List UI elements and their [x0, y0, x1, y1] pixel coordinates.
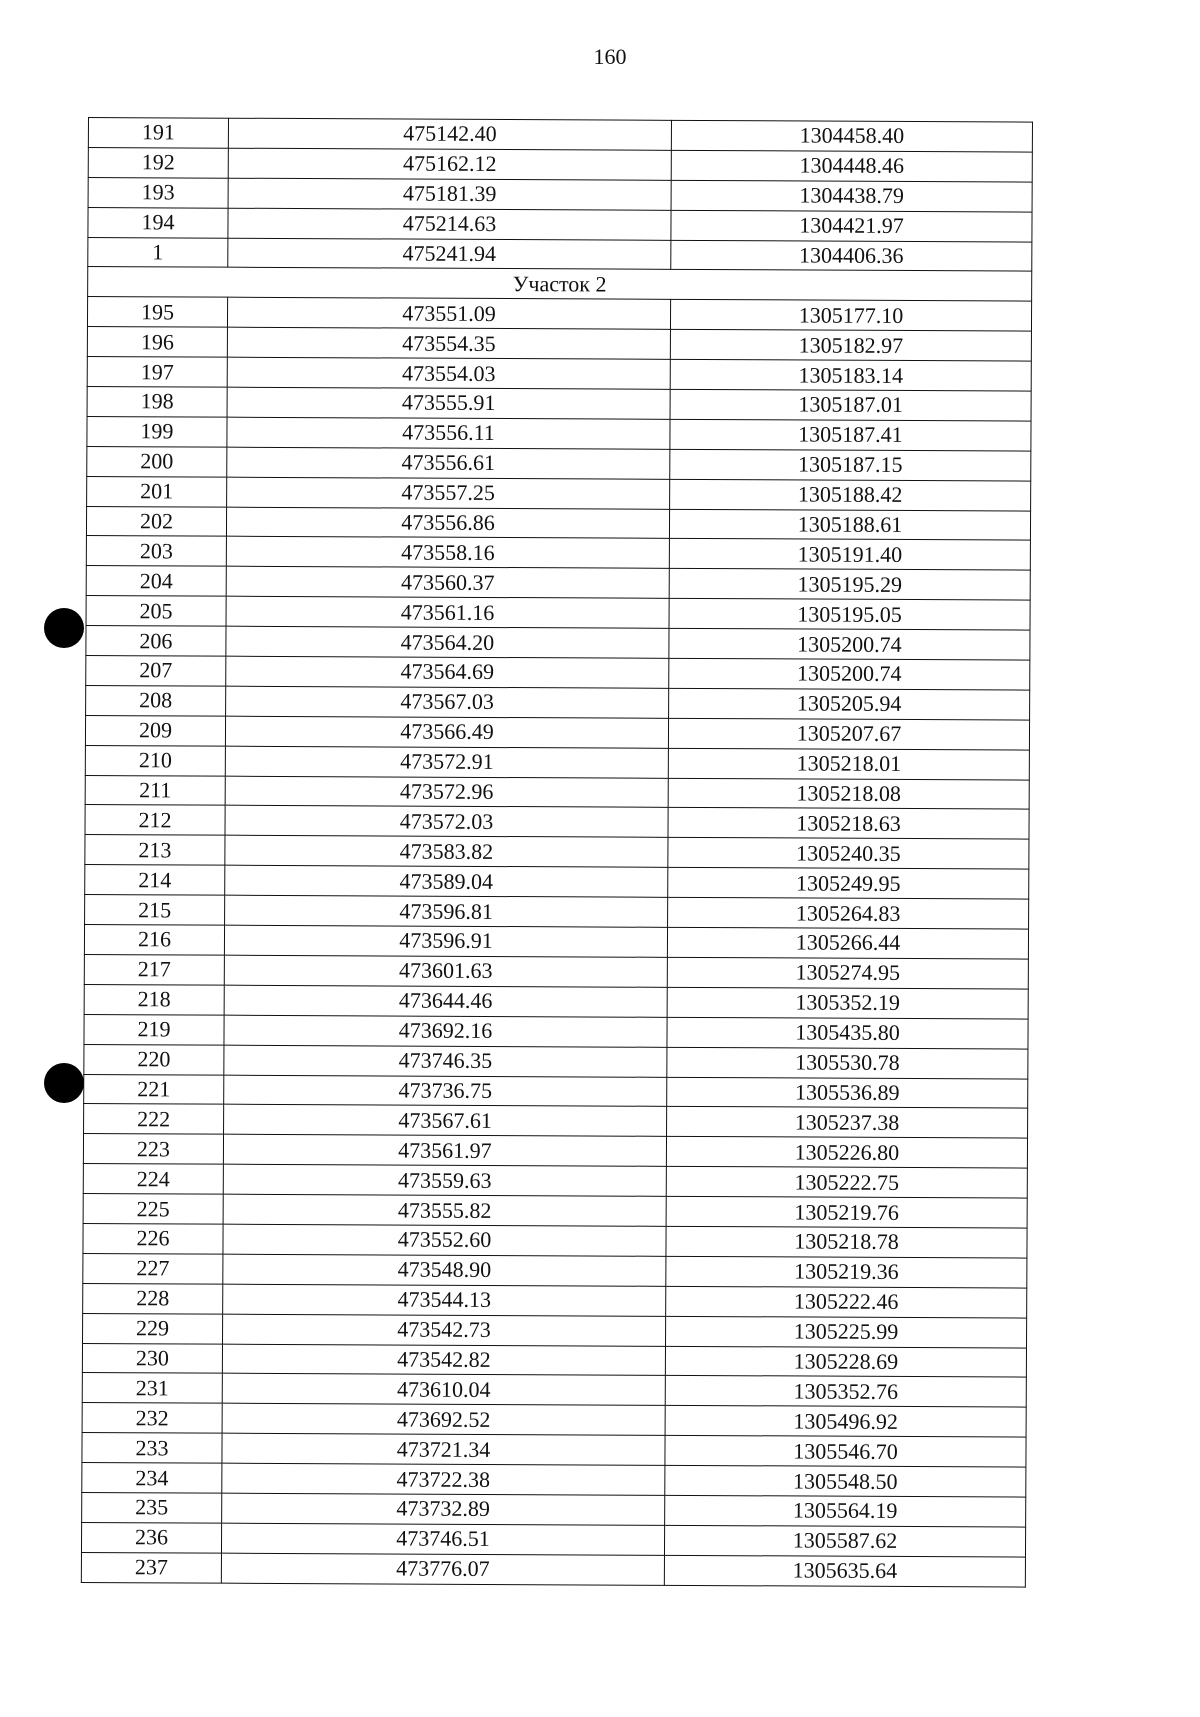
table-row [83, 1134, 1027, 1169]
x-coordinate-cell: 473552.60 [223, 1224, 666, 1256]
y-coordinate-cell: 1305191.40 [669, 539, 1030, 571]
point-number-cell: 229 [83, 1313, 223, 1344]
point-number-cell: 196 [87, 327, 227, 358]
table-row [83, 1164, 1027, 1199]
punch-hole-mark [44, 608, 84, 648]
point-number-cell: 215 [85, 895, 225, 926]
table-row [88, 147, 1032, 182]
x-coordinate-cell: 473564.20 [226, 626, 669, 658]
table-row [87, 297, 1031, 332]
x-coordinate-cell: 473564.69 [226, 656, 669, 688]
y-coordinate-cell: 1305187.01 [670, 389, 1031, 421]
x-coordinate-cell: 473722.38 [222, 1463, 665, 1495]
point-number-cell: 202 [86, 506, 226, 537]
table-row [88, 177, 1032, 212]
table-row [88, 207, 1032, 242]
table-row [85, 745, 1029, 780]
x-coordinate-cell: 473555.82 [223, 1194, 666, 1226]
x-coordinate-cell: 473561.97 [223, 1134, 666, 1166]
x-coordinate-cell: 475142.40 [228, 118, 671, 150]
point-number-cell: 200 [87, 446, 227, 477]
x-coordinate-cell: 473559.63 [223, 1164, 666, 1196]
y-coordinate-cell: 1305218.01 [668, 748, 1029, 780]
x-coordinate-cell: 473776.07 [221, 1553, 664, 1585]
x-coordinate-cell: 473692.52 [222, 1403, 665, 1435]
table-row [83, 1253, 1027, 1288]
x-coordinate-cell: 473542.82 [222, 1344, 665, 1376]
table-body-part-1 [88, 118, 1033, 272]
y-coordinate-cell: 1304438.79 [671, 180, 1032, 212]
point-number-cell: 217 [84, 954, 224, 985]
y-coordinate-cell: 1305219.76 [666, 1196, 1027, 1228]
point-number-cell: 221 [84, 1074, 224, 1105]
x-coordinate-cell: 475162.12 [228, 148, 671, 180]
point-number-cell: 227 [83, 1253, 223, 1284]
y-coordinate-cell: 1304458.40 [671, 120, 1032, 152]
point-number-cell: 233 [82, 1433, 222, 1464]
table-row [83, 1283, 1027, 1318]
table-row [87, 446, 1031, 481]
x-coordinate-cell: 473556.11 [227, 417, 670, 449]
table-row [84, 925, 1028, 960]
point-number-cell: 210 [85, 745, 225, 776]
point-number-cell: 235 [82, 1492, 222, 1523]
point-number-cell: 222 [84, 1104, 224, 1135]
point-number-cell: 223 [83, 1134, 223, 1165]
section-row [88, 267, 1032, 302]
section-label: Участок 2 [88, 267, 1032, 302]
x-coordinate-cell: 473572.96 [225, 776, 668, 808]
x-coordinate-cell: 473555.91 [227, 387, 670, 419]
table-row [86, 566, 1030, 601]
table-section-header [88, 267, 1032, 302]
table-row [85, 775, 1029, 810]
y-coordinate-cell: 1304406.36 [671, 240, 1032, 272]
table-row [84, 1044, 1028, 1079]
x-coordinate-cell: 473596.81 [225, 895, 668, 927]
y-coordinate-cell: 1304448.46 [671, 150, 1032, 182]
table-row [83, 1223, 1027, 1258]
y-coordinate-cell: 1305264.83 [668, 897, 1029, 929]
y-coordinate-cell: 1305587.62 [664, 1525, 1025, 1557]
table-row [82, 1343, 1026, 1378]
table-row [82, 1373, 1026, 1408]
x-coordinate-cell: 473572.91 [225, 746, 668, 778]
y-coordinate-cell: 1305548.50 [665, 1465, 1026, 1497]
y-coordinate-cell: 1305352.76 [665, 1376, 1026, 1408]
y-coordinate-cell: 1305226.80 [666, 1137, 1027, 1169]
x-coordinate-cell: 473732.89 [222, 1493, 665, 1525]
table-row [82, 1403, 1026, 1438]
point-number-cell: 220 [84, 1044, 224, 1075]
x-coordinate-cell: 473544.13 [223, 1284, 666, 1316]
table-row [86, 656, 1030, 691]
x-coordinate-cell: 473560.37 [226, 567, 669, 599]
y-coordinate-cell: 1305530.78 [667, 1047, 1028, 1079]
point-number-cell: 1 [88, 237, 228, 268]
x-coordinate-cell: 473542.73 [223, 1314, 666, 1346]
y-coordinate-cell: 1305228.69 [665, 1346, 1026, 1378]
table-row [84, 1104, 1028, 1139]
x-coordinate-cell: 473556.61 [227, 447, 670, 479]
point-number-cell: 203 [86, 536, 226, 567]
x-coordinate-cell: 473610.04 [222, 1374, 665, 1406]
table-row [81, 1522, 1025, 1557]
table-row [82, 1463, 1026, 1498]
table-row [82, 1492, 1026, 1527]
x-coordinate-cell: 473572.03 [225, 806, 668, 838]
table-row [82, 1433, 1026, 1468]
x-coordinate-cell: 473558.16 [226, 537, 669, 569]
table-row [86, 506, 1030, 541]
x-coordinate-cell: 473692.16 [224, 1015, 667, 1047]
table-row [85, 835, 1029, 870]
y-coordinate-cell: 1305188.61 [669, 509, 1030, 541]
y-coordinate-cell: 1305240.35 [668, 838, 1029, 870]
point-number-cell: 195 [87, 297, 227, 328]
x-coordinate-cell: 473596.91 [224, 925, 667, 957]
point-number-cell: 230 [82, 1343, 222, 1374]
x-coordinate-cell: 473721.34 [222, 1433, 665, 1465]
point-number-cell: 226 [83, 1223, 223, 1254]
point-number-cell: 219 [84, 1014, 224, 1045]
point-number-cell: 212 [85, 805, 225, 836]
point-number-cell: 205 [86, 596, 226, 627]
y-coordinate-cell: 1305200.74 [669, 628, 1030, 660]
x-coordinate-cell: 473736.75 [224, 1075, 667, 1107]
y-coordinate-cell: 1305218.78 [666, 1226, 1027, 1258]
table-row [86, 536, 1030, 571]
x-coordinate-cell: 473583.82 [225, 836, 668, 868]
y-coordinate-cell: 1305195.29 [669, 569, 1030, 601]
table-row [85, 805, 1029, 840]
table-row [81, 1552, 1025, 1587]
y-coordinate-cell: 1305635.64 [664, 1555, 1025, 1587]
page-number: 160 [593, 44, 627, 69]
x-coordinate-cell: 475181.39 [228, 178, 671, 210]
point-number-cell: 224 [83, 1164, 223, 1195]
x-coordinate-cell: 473746.51 [221, 1523, 664, 1555]
point-number-cell: 211 [85, 775, 225, 806]
x-coordinate-cell: 473556.86 [226, 507, 669, 539]
x-coordinate-cell: 473554.03 [227, 357, 670, 389]
point-number-cell: 232 [82, 1403, 222, 1434]
coordinates-table-container [81, 117, 1032, 1587]
table-row [86, 685, 1030, 720]
table-row [83, 1194, 1027, 1229]
x-coordinate-cell: 473566.49 [225, 716, 668, 748]
point-number-cell: 236 [81, 1522, 221, 1553]
y-coordinate-cell: 1305352.19 [667, 987, 1028, 1019]
table-row [84, 1014, 1028, 1049]
y-coordinate-cell: 1305187.15 [670, 449, 1031, 481]
y-coordinate-cell: 1305177.10 [670, 300, 1031, 332]
table-row [88, 118, 1032, 153]
x-coordinate-cell: 473561.16 [226, 596, 669, 628]
point-number-cell: 228 [83, 1283, 223, 1314]
table-row [84, 954, 1028, 989]
y-coordinate-cell: 1305195.05 [669, 599, 1030, 631]
table-row [86, 626, 1030, 661]
punch-hole-mark [44, 1063, 84, 1103]
point-number-cell: 204 [86, 566, 226, 597]
point-number-cell: 237 [81, 1552, 221, 1583]
x-coordinate-cell: 473644.46 [224, 985, 667, 1017]
point-number-cell: 197 [87, 357, 227, 388]
point-number-cell: 225 [83, 1194, 223, 1225]
x-coordinate-cell: 473548.90 [223, 1254, 666, 1286]
coordinates-table [81, 117, 1033, 1587]
point-number-cell: 201 [87, 476, 227, 507]
y-coordinate-cell: 1305219.36 [666, 1256, 1027, 1288]
point-number-cell: 209 [85, 715, 225, 746]
y-coordinate-cell: 1305187.41 [670, 419, 1031, 451]
table-row [85, 895, 1029, 930]
x-coordinate-cell: 473554.35 [227, 327, 670, 359]
point-number-cell: 208 [86, 685, 226, 716]
y-coordinate-cell: 1305435.80 [667, 1017, 1028, 1049]
x-coordinate-cell: 473551.09 [227, 298, 670, 330]
x-coordinate-cell: 475214.63 [228, 208, 671, 240]
table-row [87, 327, 1031, 362]
y-coordinate-cell: 1305200.74 [669, 658, 1030, 690]
y-coordinate-cell: 1305564.19 [665, 1495, 1026, 1527]
point-number-cell: 234 [82, 1463, 222, 1494]
y-coordinate-cell: 1305274.95 [667, 957, 1028, 989]
y-coordinate-cell: 1304421.97 [671, 210, 1032, 242]
y-coordinate-cell: 1305249.95 [668, 868, 1029, 900]
y-coordinate-cell: 1305546.70 [665, 1436, 1026, 1468]
y-coordinate-cell: 1305183.14 [670, 359, 1031, 391]
table-row [87, 357, 1031, 392]
table-row [88, 237, 1032, 272]
table-row [85, 715, 1029, 750]
point-number-cell: 191 [88, 118, 228, 149]
point-number-cell: 199 [87, 416, 227, 447]
table-row [84, 1074, 1028, 1109]
y-coordinate-cell: 1305222.46 [666, 1286, 1027, 1318]
point-number-cell: 192 [88, 147, 228, 178]
table-row [87, 387, 1031, 422]
point-number-cell: 218 [84, 984, 224, 1015]
table-row [86, 596, 1030, 631]
y-coordinate-cell: 1305205.94 [669, 688, 1030, 720]
table-row [84, 984, 1028, 1019]
point-number-cell: 213 [85, 835, 225, 866]
y-coordinate-cell: 1305496.92 [665, 1406, 1026, 1438]
point-number-cell: 193 [88, 177, 228, 208]
x-coordinate-cell: 475241.94 [228, 238, 671, 270]
table-body-part-2 [81, 297, 1031, 1587]
x-coordinate-cell: 473746.35 [224, 1045, 667, 1077]
x-coordinate-cell: 473557.25 [227, 477, 670, 509]
y-coordinate-cell: 1305222.75 [666, 1167, 1027, 1199]
x-coordinate-cell: 473567.03 [226, 686, 669, 718]
y-coordinate-cell: 1305207.67 [668, 718, 1029, 750]
x-coordinate-cell: 473601.63 [224, 955, 667, 987]
y-coordinate-cell: 1305237.38 [667, 1107, 1028, 1139]
y-coordinate-cell: 1305188.42 [670, 479, 1031, 511]
y-coordinate-cell: 1305266.44 [667, 927, 1028, 959]
y-coordinate-cell: 1305218.63 [668, 808, 1029, 840]
x-coordinate-cell: 473567.61 [224, 1105, 667, 1137]
point-number-cell: 216 [84, 925, 224, 956]
y-coordinate-cell: 1305182.97 [670, 330, 1031, 362]
table-row [87, 416, 1031, 451]
point-number-cell: 198 [87, 387, 227, 418]
table-row [87, 476, 1031, 511]
x-coordinate-cell: 473589.04 [225, 865, 668, 897]
y-coordinate-cell: 1305225.99 [666, 1316, 1027, 1348]
y-coordinate-cell: 1305536.89 [667, 1077, 1028, 1109]
point-number-cell: 207 [86, 656, 226, 687]
point-number-cell: 206 [86, 626, 226, 657]
point-number-cell: 231 [82, 1373, 222, 1404]
table-row [85, 865, 1029, 900]
y-coordinate-cell: 1305218.08 [668, 778, 1029, 810]
table-row [83, 1313, 1027, 1348]
point-number-cell: 214 [85, 865, 225, 896]
point-number-cell: 194 [88, 207, 228, 238]
